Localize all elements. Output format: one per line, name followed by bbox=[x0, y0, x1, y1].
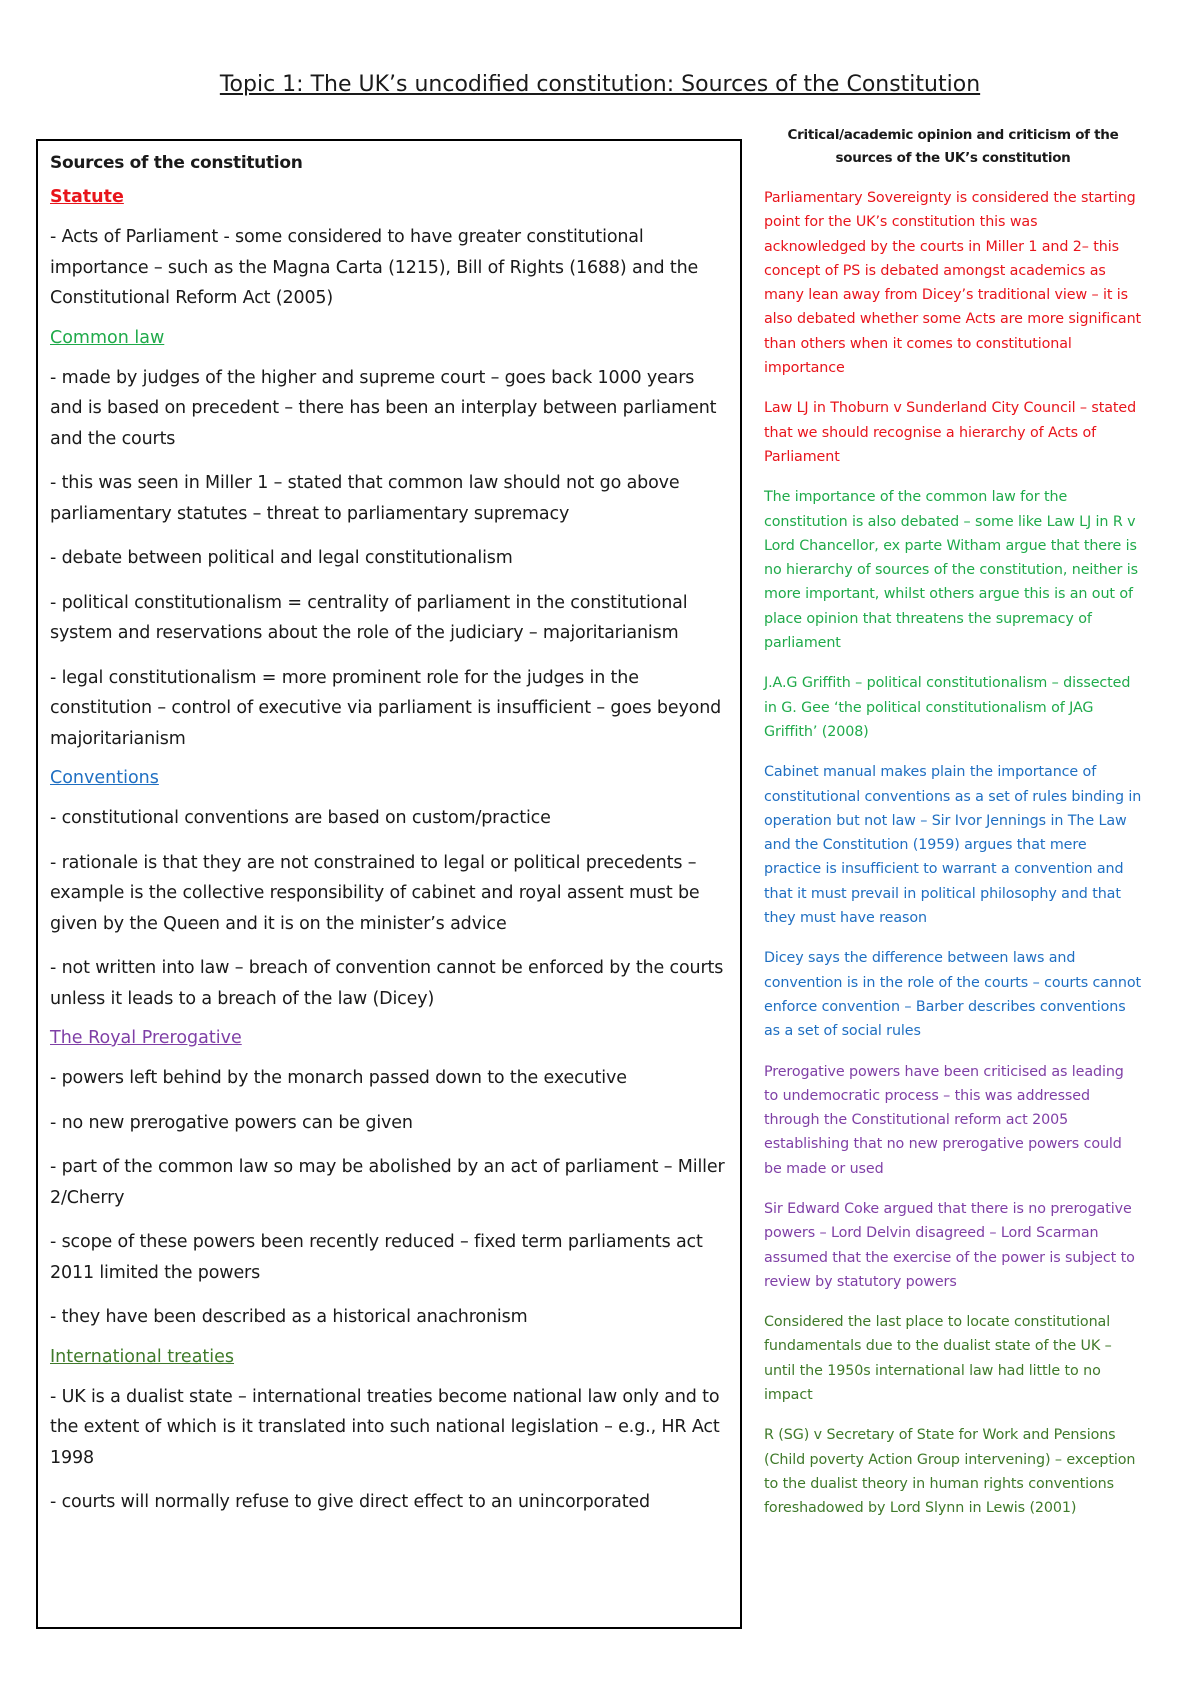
prerogative-paragraph: - scope of these powers been recently reduced – fixed term parliaments act 2011 limited the powers bbox=[50, 1232, 703, 1283]
page-title: Topic 1: The UK’s uncodified constitution: Sources of the Constitution bbox=[219, 72, 981, 97]
treaties-paragraph: - courts will normally refuse to give direct effect to an unincorporated bbox=[50, 1492, 650, 1512]
statute-paragraph: - Acts of Parliament - some considered to have greater constitutional importance – such as the Magna Carta (1215), Bill of Rights (1688) and the Constitutional Reform Act (2005) bbox=[50, 227, 699, 308]
side-note: Dicey says the difference between laws and convention is in the role of the courts – courts cannot enforce convention – Barber describes conventions as a set of social rules bbox=[764, 950, 1142, 1040]
prerogative-paragraph: - part of the common law so may be abolished by an act of parliament – Miller 2/Cherry bbox=[50, 1157, 725, 1208]
side-note: The importance of the common law for the constitution is also debated – some like Law LJ in R v Lord Chancellor, ex parte Witham argue that there is no hierarchy of sources of the constitution, neither is more important, whilst others argue this is an out of place opinion that threatens the supremacy of parliament bbox=[764, 489, 1138, 652]
conventions-paragraph: - rationale is that they are not constrained to legal or political precedents – example is the collective responsibility of cabinet and royal assent must be given by the Queen and it is on the minister’s advice bbox=[50, 852, 700, 934]
common-law-paragraph: - legal constitutionalism = more prominent role for the judges in the constitution – control of executive via parliament is insufficient – goes beyond majoritarianism bbox=[50, 667, 722, 749]
side-note: Law LJ in Thoburn v Sunderland City Council – stated that we should recognise a hierarchy of Acts of Parliament bbox=[764, 400, 1137, 465]
common-law-section bbox=[50, 328, 728, 755]
side-note: Cabinet manual makes plain the importance of constitutional conventions as a set of rules binding in operation but not law – Sir Ivor Jennings in The Law and the Constitution (1959) argues that mere practice is insufficient to warrant a convention and that it must prevail in political philosophy and that they must have reason bbox=[764, 764, 1142, 927]
common-law-paragraph: - political constitutionalism = centrality of parliament in the constitutional system and reservations about the role of the judiciary – majoritarianism bbox=[50, 592, 688, 643]
conventions-heading: Conventions bbox=[50, 768, 159, 788]
side-note: R (SG) v Secretary of State for Work and Pensions (Child poverty Action Group intervening) – exception to the dualist theory in human rights conventions foreshadowed by Lord Slynn in Lewis (2001) bbox=[764, 1427, 1136, 1517]
side-note: Prerogative powers have been criticised as leading to undemocratic process – this was addressed through the Constitutional reform act 2005 establishing that no new prerogative powers could be made or used bbox=[764, 1063, 1124, 1177]
side-note: Sir Edward Coke argued that there is no prerogative powers – Lord Delvin disagreed – Lord Scarman assumed that the exercise of the power is subject to review by statutory powers bbox=[764, 1200, 1135, 1290]
treaties-paragraph: - UK is a dualist state – international treaties become national law only and to the extent of which is it translated into such national legislation – e.g., HR Act 1998 bbox=[50, 1386, 720, 1468]
prerogative-paragraph: - no new prerogative powers can be given bbox=[50, 1112, 413, 1133]
side-note: Considered the last place to locate constitutional fundamentals due to the dualist state of the UK – until the 1950s international law had little to no impact bbox=[764, 1314, 1112, 1404]
international-treaties-section bbox=[50, 1347, 728, 1518]
conventions-section bbox=[50, 768, 728, 1014]
critical-opinion-column bbox=[764, 124, 1142, 1537]
common-law-paragraph: - debate between political and legal constitutionalism bbox=[50, 548, 513, 568]
side-note: J.A.G Griffith – political constitutionalism – dissected in G. Gee ‘the political constitutionalism of JAG Griffith’ (2008) bbox=[764, 675, 1131, 740]
common-law-paragraph: - made by judges of the higher and supreme court – goes back 1000 years and is based on precedent – there has been an interplay between parliament and the courts bbox=[50, 367, 717, 449]
conventions-paragraph: - constitutional conventions are based on custom/practice bbox=[50, 808, 551, 828]
side-note: Parliamentary Sovereignty is considered the starting point for the UK’s constitution this was acknowledged by the courts in Miller 1 and 2– this concept of PS is debated amongst academics as many lean away from Dicey’s traditional view – it is also debated whether some Acts are more significant than others when it comes to constitutional importance bbox=[764, 190, 1142, 377]
conventions-paragraph: - not written into law – breach of convention cannot be enforced by the courts unless it leads to a breach of the law (Dicey) bbox=[50, 958, 724, 1009]
common-law-paragraph: - this was seen in Miller 1 – stated that common law should not go above parliamentary statutes – threat to parliamentary supremacy bbox=[50, 473, 680, 524]
prerogative-paragraph: - they have been described as a historical anachronism bbox=[50, 1307, 528, 1327]
royal-prerogative-heading: The Royal Prerogative bbox=[50, 1028, 242, 1048]
prerogative-paragraph: - powers left behind by the monarch passed down to the executive bbox=[50, 1068, 627, 1088]
royal-prerogative-section bbox=[50, 1028, 728, 1333]
common-law-heading: Common law bbox=[50, 327, 165, 348]
statute-section bbox=[50, 187, 728, 314]
sources-box bbox=[36, 139, 742, 1629]
box-title: Sources of the constitution bbox=[50, 153, 303, 173]
international-treaties-heading: International treaties bbox=[50, 1346, 235, 1367]
side-title: Critical/academic opinion and criticism of the sources of the UK’s constitution bbox=[787, 127, 1119, 166]
statute-heading: Statute bbox=[50, 187, 124, 207]
